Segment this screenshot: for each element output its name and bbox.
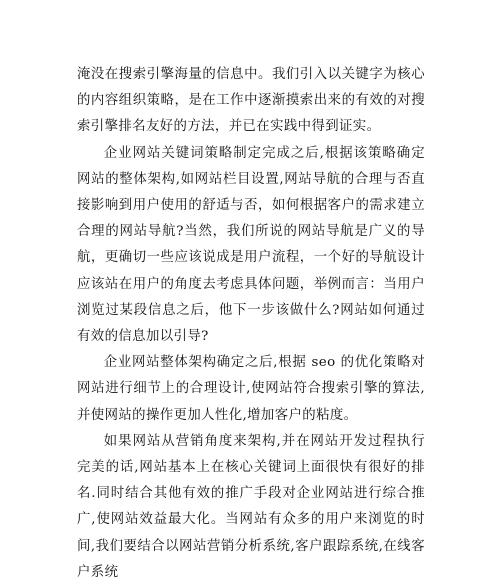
paragraph-1: 淹没在搜索引擎海量的信息中。我们引入以关键字为核心的内容组织策略，是在工作中逐渐摸索出来的有效的对搜索引擎排名友好的方法，并已在实践中得到证实。 bbox=[77, 67, 425, 135]
paragraph-2: 企业网站关键词策略制定完成之后,根据该策略确定网站的整体架构,如网站栏目设置,网站导航的合理与否直接影响到用户使用的舒适与否，如何根据客户的需求建立合理的网站导航?当然，我们所说的网站导航是广义的导航，更确切一些应该说成是用户流程，一个好的导航设计应该站在用户的角度去考虑具体问题，举例而言：当用户浏览过某段信息之后，他下一步该做什么?网站如何通过有效的信息加以引导? bbox=[77, 145, 425, 345]
paragraph-3: 企业网站整体架构确定之后,根据 seo 的优化策略对网站进行细节上的合理设计,使网站符合搜索引擎的算法,并使网站的操作更加人性化,增加客户的粘度。 bbox=[77, 355, 425, 423]
document-body bbox=[77, 62, 425, 586]
paragraph-4: 如果网站从营销角度来架构,并在网站开发过程执行完美的话,网站基本上在核心关键词上面很快有很好的排名.同时结合其他有效的推广手段对企业网站进行综合推广,使网站效益最大化。当网站有众多的用户来浏览的时间,我们要结合以网站营销分析系统,客户跟踪系统,在线客户系统 bbox=[77, 433, 425, 580]
